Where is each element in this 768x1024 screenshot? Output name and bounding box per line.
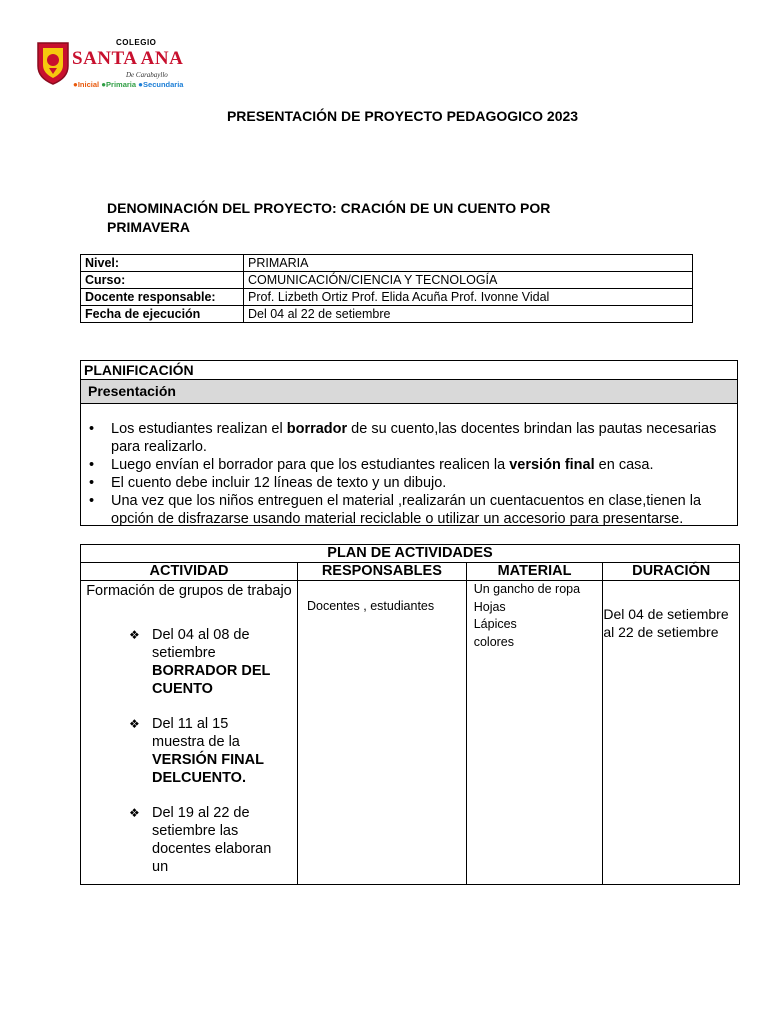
material-cell (466, 581, 603, 885)
table-row (81, 581, 740, 885)
presentation-list (81, 420, 737, 528)
bullet-emphasis: borrador (286, 421, 348, 437)
info-value: Del 04 al 22 de setiembre (244, 306, 693, 323)
diamond-bullet-icon: ❖ (129, 717, 140, 731)
material-item: Un gancho de ropa (473, 582, 581, 596)
bullet-text: El cuento debe incluir 12 líneas de texto y un dibujo. (111, 475, 447, 491)
bullet-icon: • (89, 421, 95, 437)
activity-item-text: Del 11 al 15 muestra de la (152, 716, 240, 750)
bullet-text: en casa. (594, 457, 654, 473)
shield-icon (36, 40, 70, 86)
table-row (81, 255, 693, 272)
bullet-text: de su cuento,las docentes brindan las pautas necesarias para realizarlo. (111, 421, 717, 455)
duration-cell: Del 04 de setiembre al 22 de setiembre (603, 581, 740, 885)
material-item: Hojas (473, 599, 506, 614)
activity-item-emphasis: VERSIÓN FINAL DELCUENTO. (152, 752, 264, 786)
logo-level-secundaria: Secundaria (143, 80, 184, 89)
column-header: MATERIAL (466, 563, 603, 581)
denomination-line-2: PRIMAVERA (107, 219, 190, 235)
activity-item (152, 804, 282, 876)
diamond-bullet-icon: ❖ (129, 806, 140, 820)
activities-table (80, 544, 740, 885)
activities-title: PLAN DE ACTIVIDADES (81, 545, 740, 563)
info-value: PRIMARIA (244, 255, 693, 272)
activity-item (152, 626, 282, 698)
column-header: ACTIVIDAD (81, 563, 298, 581)
logo-level-primaria: Primaria (106, 80, 137, 89)
material-item: colores (473, 634, 515, 649)
responsables-cell: Docentes , estudiantes (297, 581, 466, 885)
info-label: Fecha de ejecución (81, 306, 244, 323)
column-header: DURACIÓN (603, 563, 740, 581)
bullet-text: Una vez que los niños entreguen el material ,realizarán un cuentacuentos en clase,tienen la opción de disfrazarse usando material reciclable o utilizar un accesorio para presentarse. (111, 493, 702, 527)
table-row (81, 306, 693, 323)
info-label: Curso: (81, 272, 244, 289)
list-item (89, 474, 737, 492)
material-item: Lápices (473, 617, 517, 631)
table-title-row (81, 545, 740, 563)
table-row (81, 289, 693, 306)
denomination-line-1: DENOMINACIÓN DEL PROYECTO: CRACIÓN DE UN CUENTO POR (107, 200, 551, 216)
list-item (89, 492, 737, 528)
bullet-icon: • (89, 475, 95, 491)
list-item (89, 420, 737, 456)
activity-item-emphasis: BORRADOR DEL CUENTO (152, 663, 271, 697)
presentation-subheading: Presentación (81, 380, 737, 404)
activity-item-text: Del 04 al 08 de setiembre (152, 627, 250, 661)
bullet-icon: • (89, 457, 95, 473)
activity-cell (81, 581, 298, 885)
column-header: RESPONSABLES (297, 563, 466, 581)
project-denomination (107, 199, 627, 237)
list-item (89, 456, 737, 474)
bullet-text: Luego envían el borrador para que los estudiantes realicen la (111, 457, 510, 473)
planning-heading: PLANIFICACIÓN (81, 361, 737, 380)
logo-levels: ●Inicial ●Primaria ●Secundaria (73, 80, 184, 89)
bullet-text: Los estudiantes realizan el (111, 421, 287, 437)
info-value: Prof. Lizbeth Ortiz Prof. Elida Acuña Prof. Ivonne Vidal (244, 289, 693, 306)
activity-intro: Formación de grupos de trabajo (86, 583, 292, 599)
info-label: Nivel: (81, 255, 244, 272)
info-value: COMUNICACIÓN/CIENCIA Y TECNOLOGÍA (244, 272, 693, 289)
logo-level-inicial: Inicial (77, 80, 100, 89)
school-logo (34, 34, 209, 94)
info-label: Docente responsable: (81, 289, 244, 306)
bullet-emphasis: versión final (509, 457, 595, 473)
table-row (81, 272, 693, 289)
logo-colegio: COLEGIO (116, 38, 157, 47)
activity-item (152, 715, 282, 787)
document-title: PRESENTACIÓN DE PROYECTO PEDAGOGICO 2023 (226, 108, 579, 124)
project-info-table (80, 254, 693, 323)
bullet-icon: • (89, 493, 95, 509)
diamond-bullet-icon: ❖ (129, 628, 140, 642)
logo-subtitle: De Carabayllo (126, 71, 168, 79)
table-header-row (81, 563, 740, 581)
logo-school-name: SANTA ANA (72, 48, 184, 69)
activity-item-text: Del 19 al 22 de setiembre las docentes elaboran un (152, 805, 272, 875)
planning-section (80, 360, 738, 526)
